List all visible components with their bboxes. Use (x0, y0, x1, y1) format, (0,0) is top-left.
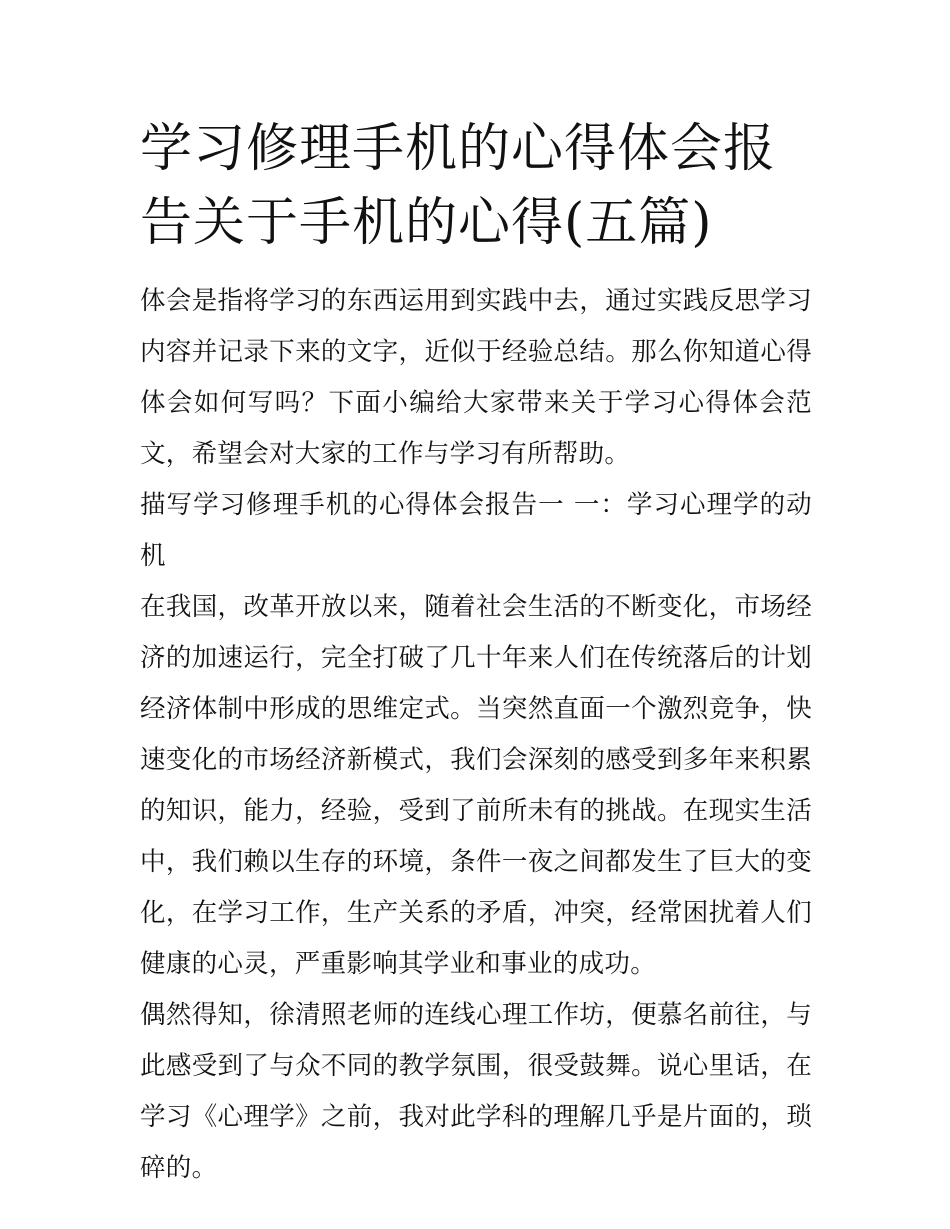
body-paragraph: 在我国，改革开放以来，随着社会生活的不断变化，市场经济的加速运行，完全打破了几十年来人们在传统落后的计划经济体制中形成的思维定式。当突然直面一个激烈竞争，快速变化的市场经济新模式，我们会深刻的感受到多年来积累的知识，能力，经验，受到了前所未有的挑战。在现实生活中，我们赖以生存的环境，条件一夜之间都发生了巨大的变化，在学习工作，生产关系的矛盾，冲突，经常困扰着人们健康的心灵，严重影响其学业和事业的成功。 (140, 592, 812, 979)
document-body (140, 276, 812, 1194)
section-heading: 描写学习修理手机的心得体会报告一 一：学习心理学的动机 (140, 490, 812, 571)
body-paragraph: 偶然得知，徐清照老师的连线心理工作坊，便慕名前往，与此感受到了与众不同的教学氛围，很受鼓舞。说心里话，在学习《心理学》之前，我对此学科的理解几乎是片面的，琐碎的。 (140, 1000, 812, 1183)
intro-paragraph: 体会是指将学习的东西运用到实践中去，通过实践反思学习内容并记录下来的文字，近似于经验总结。那么你知道心得体会如何写吗？下面小编给大家带来关于学习心得体会范文，希望会对大家的工作与学习有所帮助。 (140, 286, 812, 469)
document-title: 学习修理手机的心得体会报告关于手机的心得(五篇) (140, 119, 777, 253)
